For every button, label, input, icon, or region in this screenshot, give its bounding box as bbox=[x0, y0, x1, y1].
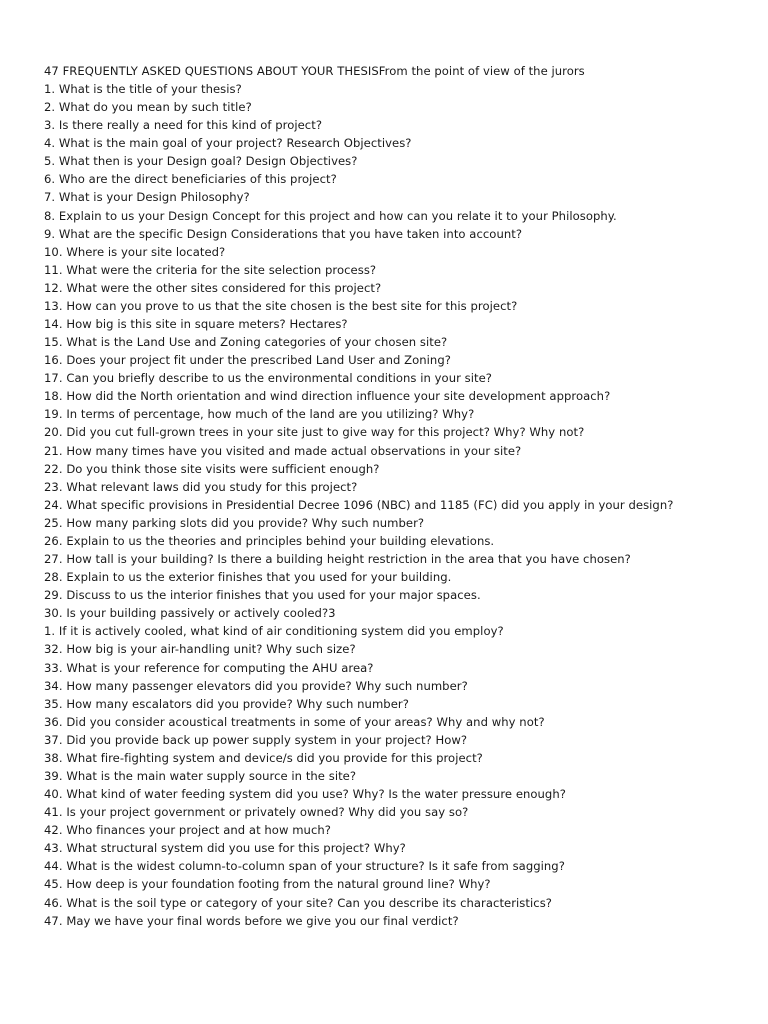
question-line: 27. How tall is your building? Is there a building height restriction in the area that you have chosen? bbox=[44, 552, 631, 567]
question-line: 35. How many escalators did you provide? Why such number? bbox=[44, 696, 409, 711]
question-line: 15. What is the Land Use and Zoning categories of your chosen site? bbox=[44, 335, 448, 350]
document-title: 47 FREQUENTLY ASKED QUESTIONS ABOUT YOUR THESISFrom the point of view of the jurors bbox=[44, 64, 585, 78]
question-line: 17. Can you briefly describe to us the environmental conditions in your site? bbox=[44, 371, 492, 386]
question-line: 11. What were the criteria for the site selection process? bbox=[44, 262, 377, 277]
question-line: 1. What is the title of your thesis? bbox=[44, 82, 242, 96]
question-line: 7. What is your Design Philosophy? bbox=[44, 190, 250, 205]
question-line: 45. How deep is your foundation footing from the natural ground line? Why? bbox=[44, 877, 491, 892]
question-line: 6. Who are the direct beneficiaries of this project? bbox=[44, 172, 337, 187]
question-line: 34. How many passenger elevators did you provide? Why such number? bbox=[44, 678, 468, 693]
question-line: 38. What fire-fighting system and device/s did you provide for this project? bbox=[44, 750, 483, 765]
question-line: 33. What is your reference for computing the AHU area? bbox=[44, 660, 374, 675]
question-line: 13. How can you prove to us that the site chosen is the best site for this project? bbox=[44, 298, 518, 313]
question-line: 23. What relevant laws did you study for this project? bbox=[44, 479, 358, 494]
question-line: 10. Where is your site located? bbox=[44, 244, 226, 259]
question-line: 2. What do you mean by such title? bbox=[44, 100, 252, 115]
question-line: 42. Who finances your project and at how much? bbox=[44, 823, 331, 838]
question-line: 32. How big is your air-handling unit? Why such size? bbox=[44, 642, 356, 657]
question-line: 26. Explain to us the theories and principles behind your building elevations. bbox=[44, 533, 495, 548]
question-line: 4. What is the main goal of your project? Research Objectives? bbox=[44, 136, 412, 151]
question-list bbox=[44, 80, 744, 930]
question-line: 3. Is there really a need for this kind of project? bbox=[44, 118, 323, 133]
question-line: 25. How many parking slots did you provide? Why such number? bbox=[44, 515, 425, 530]
question-line: 28. Explain to us the exterior finishes that you used for your building. bbox=[44, 570, 452, 585]
question-line: 41. Is your project government or privately owned? Why did you say so? bbox=[44, 805, 469, 820]
question-line: 21. How many times have you visited and made actual observations in your site? bbox=[44, 443, 522, 458]
question-line: 46. What is the soil type or category of your site? Can you describe its characteristics? bbox=[44, 895, 552, 910]
question-line: 43. What structural system did you use for this project? Why? bbox=[44, 841, 406, 856]
question-line: 37. Did you provide back up power supply system in your project? How? bbox=[44, 732, 468, 747]
question-line: 20. Did you cut full-grown trees in your site just to give way for this project? Why? Why not? bbox=[44, 425, 585, 440]
question-line: 9. What are the specific Design Considerations that you have taken into account? bbox=[44, 226, 523, 241]
question-line: 47. May we have your final words before we give you our final verdict? bbox=[44, 913, 459, 928]
question-line: 29. Discuss to us the interior finishes that you used for your major spaces. bbox=[44, 588, 481, 603]
question-line: 19. In terms of percentage, how much of the land are you utilizing? Why? bbox=[44, 407, 475, 422]
question-line: 36. Did you consider acoustical treatments in some of your areas? Why and why not? bbox=[44, 714, 545, 729]
question-line: 18. How did the North orientation and wind direction influence your site development approach? bbox=[44, 389, 611, 404]
question-line: 40. What kind of water feeding system did you use? Why? Is the water pressure enough? bbox=[44, 787, 566, 802]
question-line: 44. What is the widest column-to-column span of your structure? Is it safe from sagging? bbox=[44, 859, 565, 874]
question-line: 5. What then is your Design goal? Design Objectives? bbox=[44, 154, 358, 169]
question-line: 24. What specific provisions in Presidential Decree 1096 (NBC) and 1185 (FC) did you apply in your design? bbox=[44, 497, 674, 512]
document-page bbox=[44, 62, 744, 930]
question-line: 14. How big is this site in square meters? Hectares? bbox=[44, 317, 348, 332]
question-line: 8. Explain to us your Design Concept for this project and how can you relate it to your Philosophy. bbox=[44, 208, 617, 223]
question-line: 16. Does your project fit under the prescribed Land User and Zoning? bbox=[44, 353, 451, 368]
question-line: 1. If it is actively cooled, what kind of air conditioning system did you employ? bbox=[44, 624, 504, 639]
question-line: 22. Do you think those site visits were sufficient enough? bbox=[44, 461, 380, 476]
question-line: 39. What is the main water supply source in the site? bbox=[44, 768, 357, 783]
question-line: 30. Is your building passively or actively cooled?3 bbox=[44, 606, 336, 621]
question-line: 12. What were the other sites considered for this project? bbox=[44, 280, 382, 295]
